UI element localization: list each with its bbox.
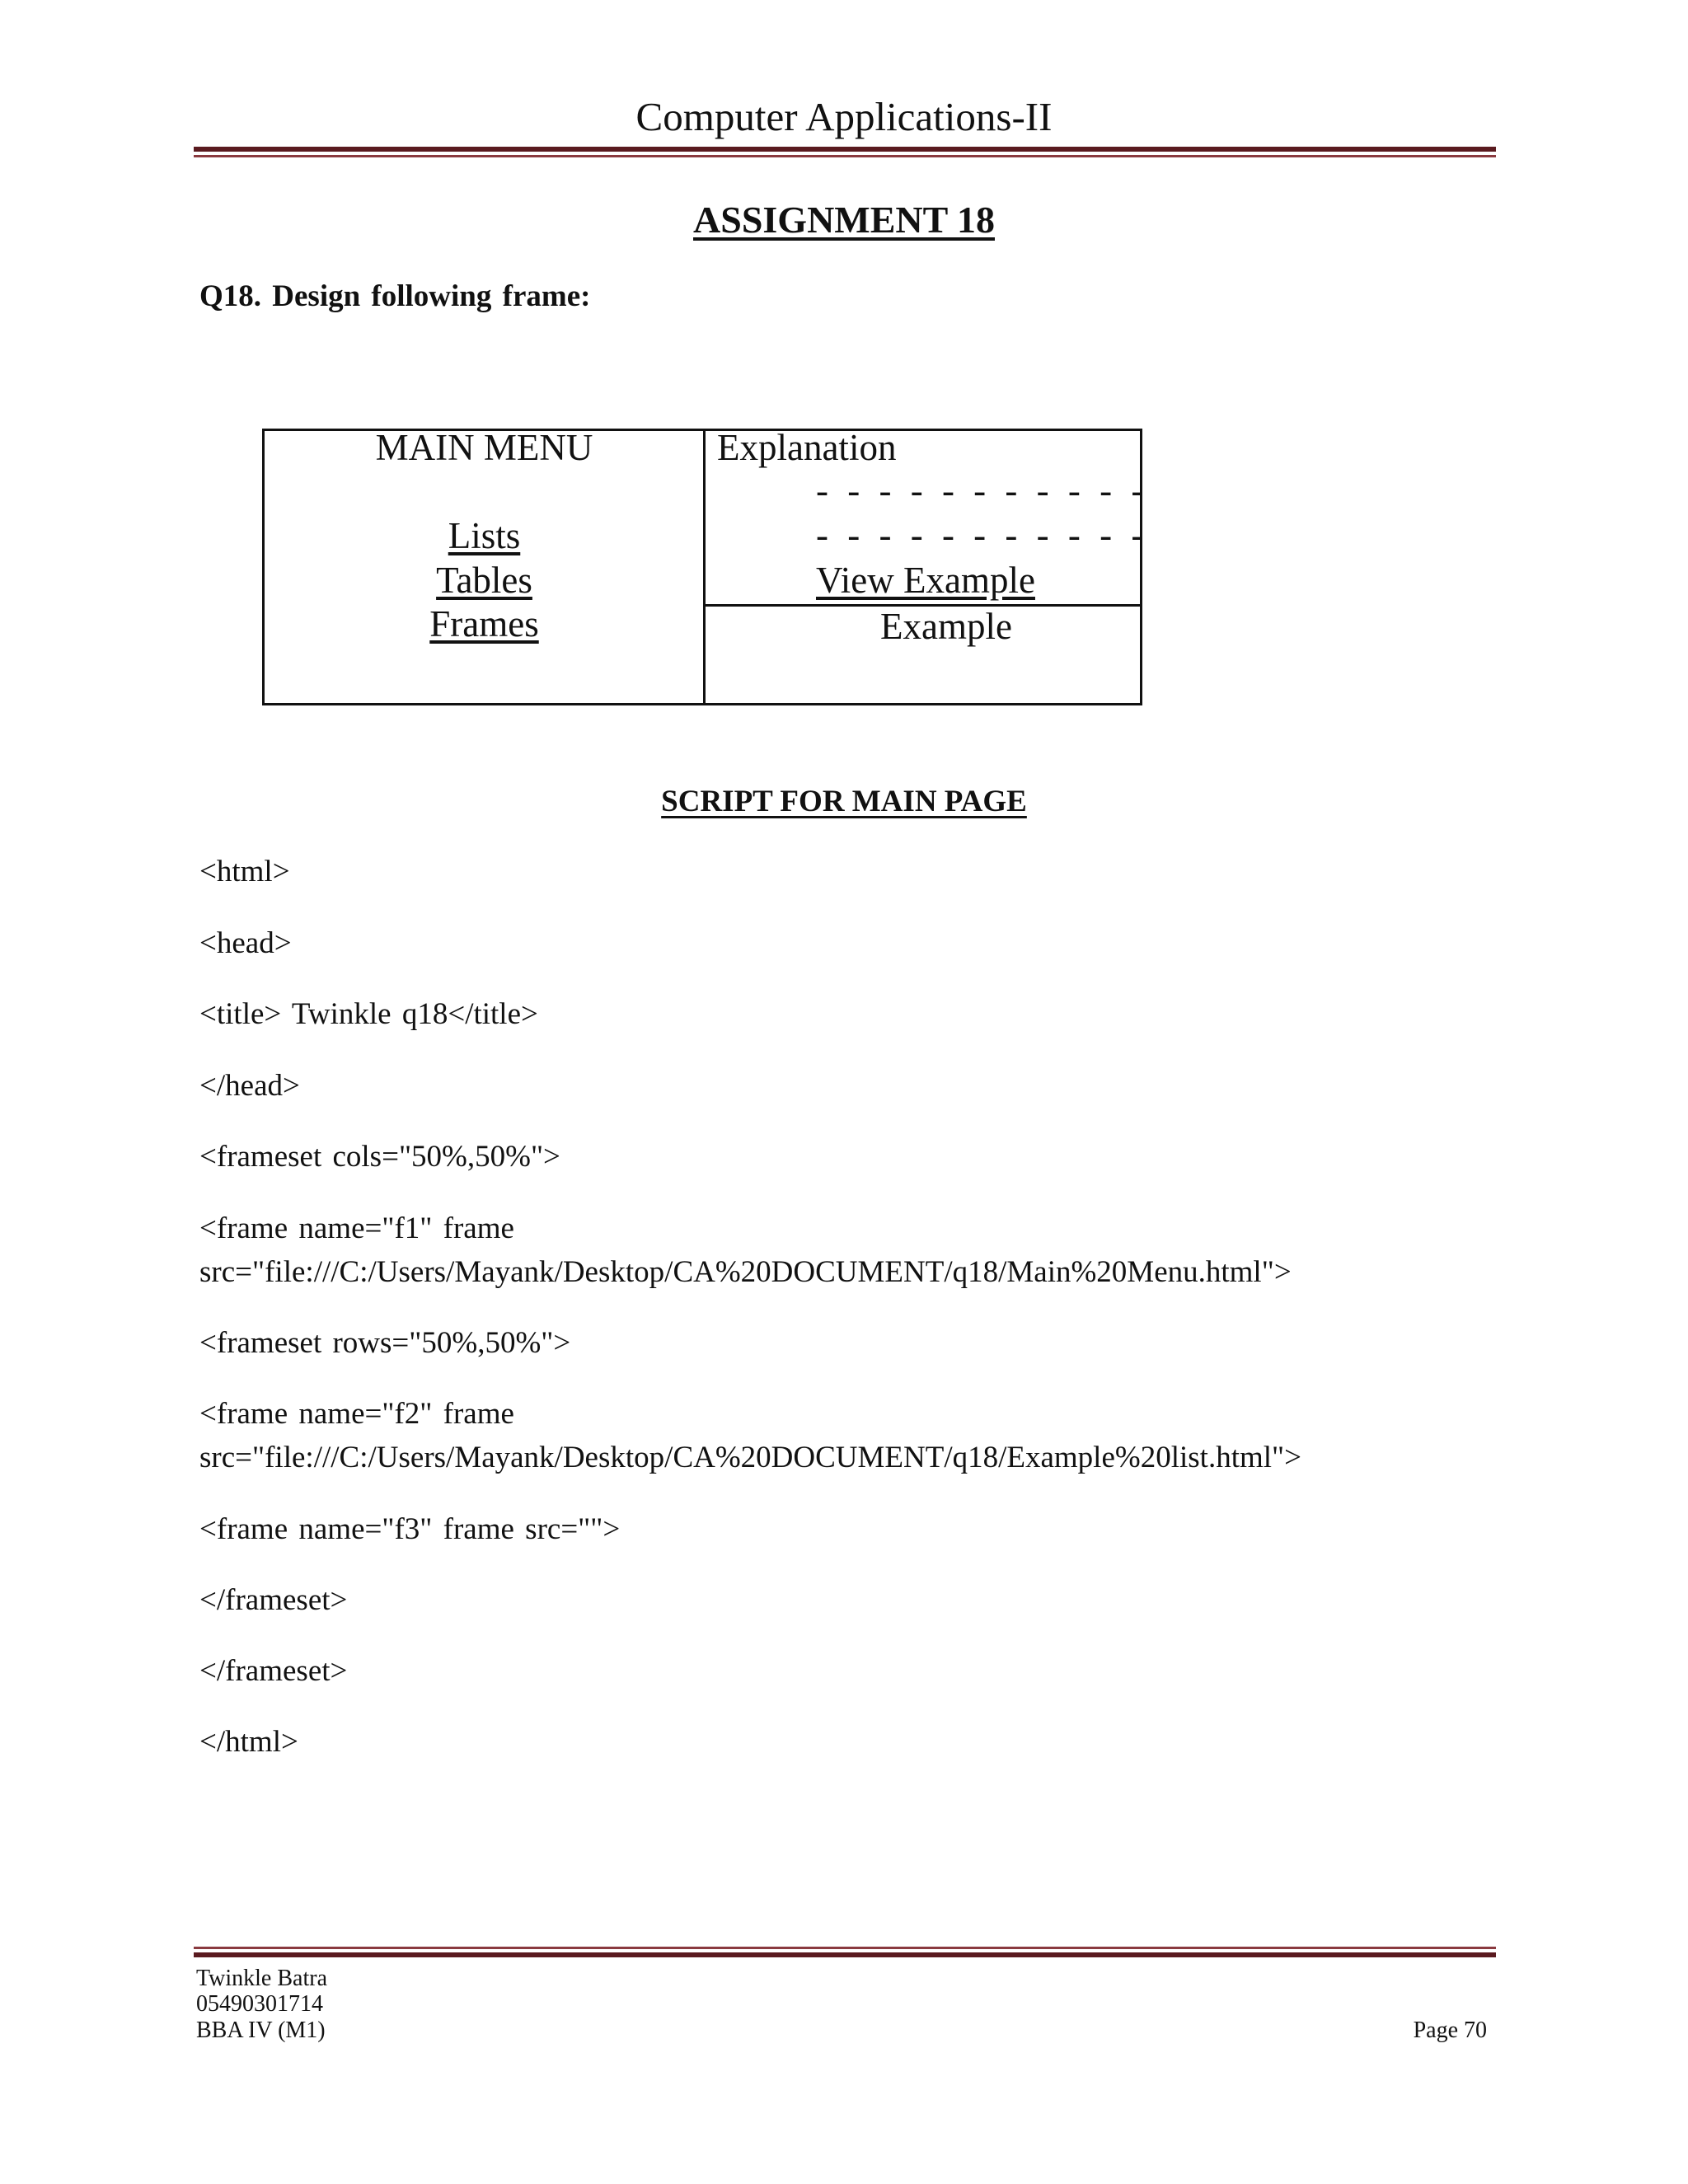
code-line-3: <title> Twinkle q18</title> [199,997,538,1031]
code-line-1: <html> [199,855,290,888]
footer-class: BBA IV (M1) [196,2018,326,2043]
header-rule-thin [194,155,1496,157]
code-line-9: <frame name="f2" frame [199,1397,514,1431]
code-line-10: src="file:///C:/Users/Mayank/Desktop/CA%20DOCUMENT/q18/Example%20list.html"> [199,1441,1302,1474]
footer-rule-thick [194,1952,1496,1957]
page-number: Page 70 [1413,2018,1487,2043]
explanation-dashes-1: - - - - - - - - - - - [816,470,1149,511]
code-line-5: <frameset cols="50%,50%"> [199,1140,560,1174]
script-title: SCRIPT FOR MAIN PAGE [661,785,1027,818]
code-line-13: </frameset> [199,1654,348,1688]
menu-link-tables[interactable]: Tables [436,560,532,601]
header-title: Computer Applications-II [635,94,1053,139]
code-line-6: <frame name="f1" frame [199,1212,514,1245]
main-menu-title: MAIN MENU [375,427,593,468]
code-line-11: <frame name="f3" frame src=""> [199,1512,621,1546]
menu-link-frames[interactable]: Frames [429,603,539,644]
example-label: Example [880,606,1012,647]
code-line-12: </frameset> [199,1583,348,1617]
view-example-link[interactable]: View Example [816,560,1035,601]
menu-link-lists[interactable]: Lists [448,515,521,556]
header-rule-thick [194,147,1496,152]
explanation-dashes-2: - - - - - - - - - - - [816,514,1149,555]
code-line-14: </html> [199,1725,298,1759]
code-line-8: <frameset rows="50%,50%"> [199,1326,571,1360]
footer-roll-number: 05490301714 [196,1991,323,2017]
footer-rule-thin [194,1947,1496,1949]
assignment-title: ASSIGNMENT 18 [693,199,995,241]
code-line-4: </head> [199,1069,300,1103]
code-line-2: <head> [199,926,292,960]
explanation-title: Explanation [717,427,897,468]
code-line-7: src="file:///C:/Users/Mayank/Desktop/CA%20DOCUMENT/q18/Main%20Menu.html"> [199,1255,1292,1289]
question-text: Q18. Design following frame: [199,279,591,313]
footer-author: Twinkle Batra [196,1966,327,1991]
